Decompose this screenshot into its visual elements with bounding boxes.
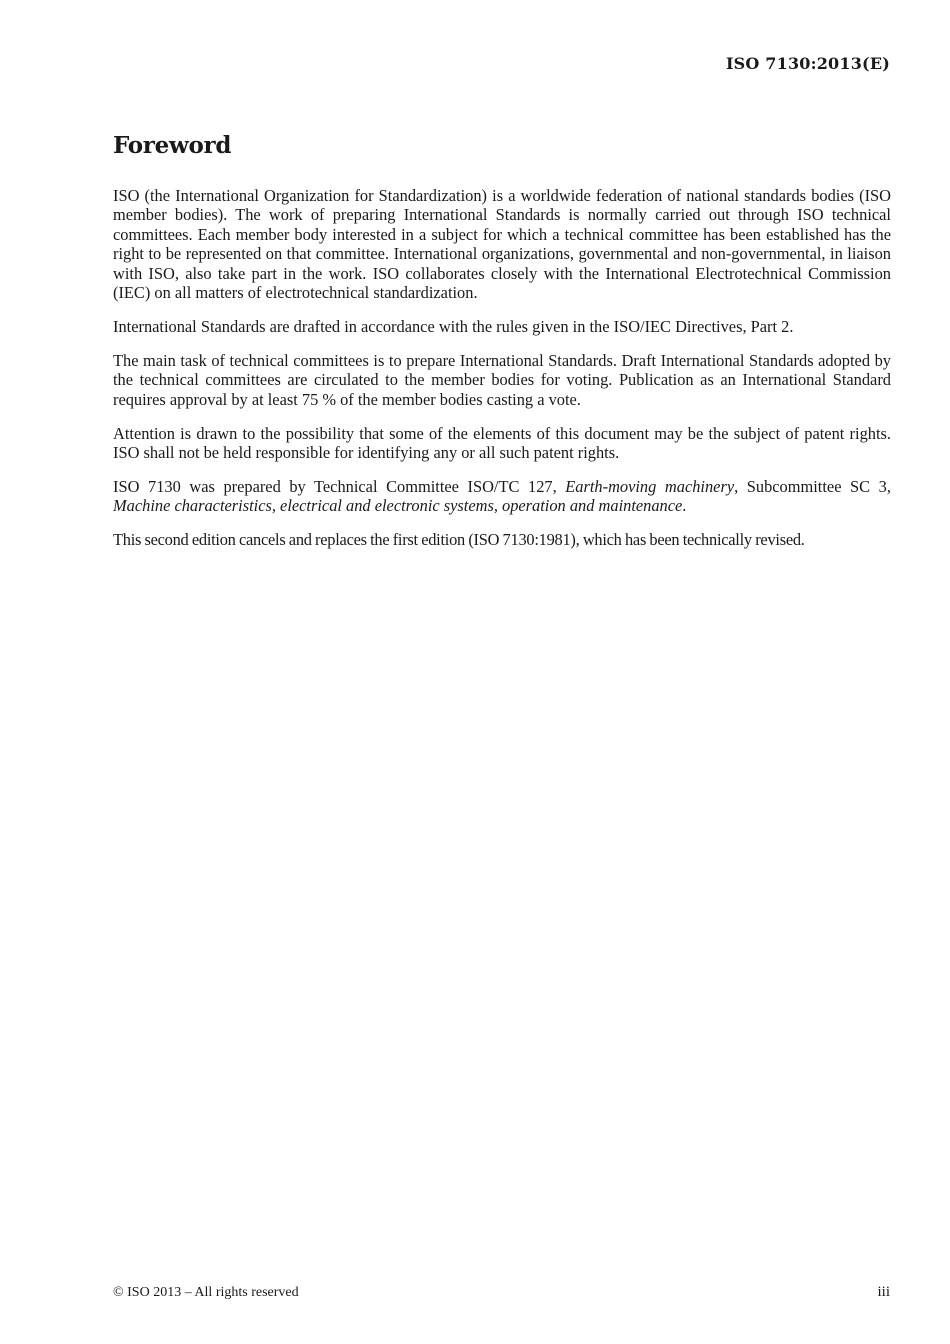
committee-title: Earth-moving machinery — [565, 476, 735, 496]
page-number: iii — [877, 1284, 890, 1300]
paragraph-committee-task: The main task of technical committees is to prepare International Standards. Draft International Standards adopted by the technical committees are circulated to the member bodies for voting. Publication as an International Standard requires approval by at least 75 % of the member bodies casting a vote. — [113, 350, 891, 409]
foreword-body — [113, 186, 891, 564]
paragraph-preparation — [113, 477, 891, 516]
paragraph-iso-overview: ISO (the International Organization for Standardization) is a worldwide federation of national standards bodies (ISO member bodies). The work of preparing International Standards is normally carried out through ISO technical committees. Each member body interested in a subject for which a technical committee has been established has the right to be represented on that committee. International organizations, governmental and non-governmental, in liaison with ISO, also take part in the work. ISO collaborates closely with the International Electrotechnical Commission (IEC) on all matters of electrotechnical standardization. — [113, 186, 891, 303]
preparation-text-3: . — [682, 496, 687, 516]
document-id: ISO 7130:2013(E) — [725, 54, 890, 73]
subcommittee-title: Machine characteristics, electrical and electronic systems, operation and maintenance — [113, 496, 683, 516]
paragraph-patent-rights: Attention is drawn to the possibility that some of the elements of this document may be the subject of patent rights. ISO shall not be held responsible for identifying any or all such patent rights. — [113, 423, 891, 462]
preparation-text-2: , Subcommittee SC 3, — [734, 476, 891, 496]
section-title: Foreword — [113, 132, 232, 159]
preparation-text-1: ISO 7130 was prepared by Technical Committee ISO/TC 127, — [113, 476, 566, 496]
paragraph-edition: This second edition cancels and replaces the first edition (ISO 7130:1981), which has been technically revised. — [113, 530, 805, 550]
paragraph-directives: International Standards are drafted in accordance with the rules given in the ISO/IEC Directives, Part 2. — [113, 316, 794, 336]
copyright-notice: © ISO 2013 – All rights reserved — [113, 1285, 299, 1300]
